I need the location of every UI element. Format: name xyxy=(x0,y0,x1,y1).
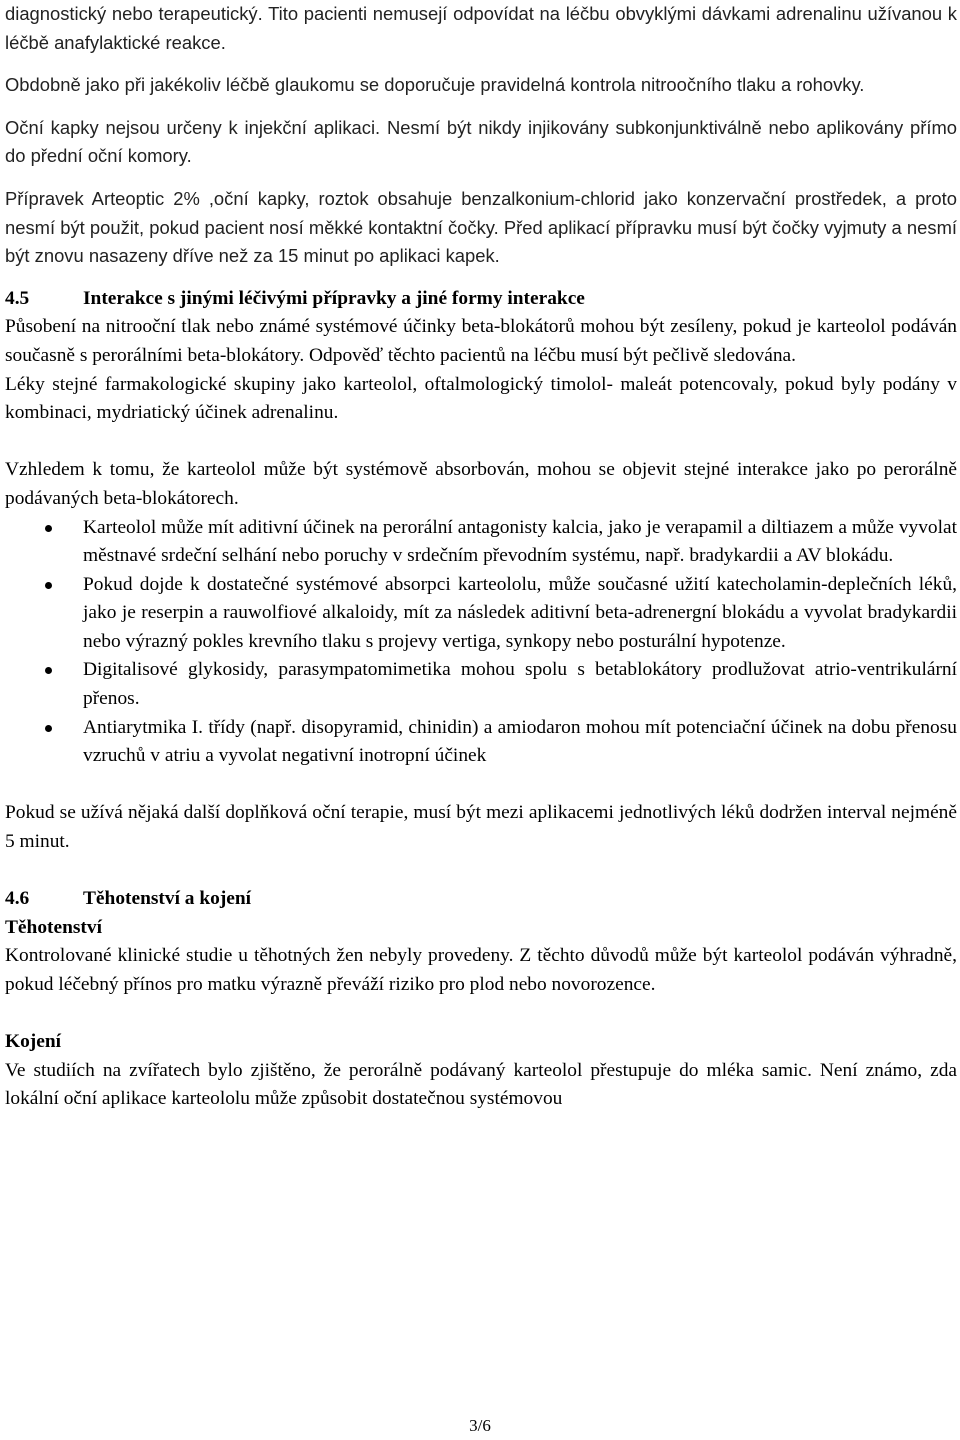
section-heading-4-6 xyxy=(5,885,957,914)
bullet-icon xyxy=(45,582,52,589)
list-item: Pokud dojde k dostatečné systémové absorpci karteololu, může současné užití katecholamin-deplečních léků, jako je reserpin a rauwolfiové alkaloidy, mít za následek aditivní beta-adrenergní blokádu a vyvolat bradykardii nebo výrazný pokles krevního tlaku s projevy vertiga, synkopy nebo posturální hypotenze. xyxy=(5,571,957,657)
interaction-bullet-list xyxy=(5,514,957,771)
list-item: Antiarytmika I. třídy (např. disopyramid, chinidin) a amiodaron mohou mít potenciační účinek na dobu přenosu vzruchů v atriu a vyvolat negativní inotropní účinek xyxy=(5,714,957,771)
paragraph-injection: Oční kapky nejsou určeny k injekční aplikaci. Nesmí být nikdy injikovány subkonjunktiválně nebo aplikovány přímo do přední oční komory. xyxy=(5,116,957,167)
subheading-pregnancy: Těhotenství xyxy=(5,916,102,938)
list-item: Digitalisové glykosidy, parasympatomimetika mohou spolu s betablokátory prodlužovat atrio-ventrikulární přenos. xyxy=(5,656,957,713)
bullet-icon xyxy=(45,667,52,674)
section-title: Těhotenství a kojení xyxy=(83,888,252,910)
paragraph-intro: diagnostický nebo terapeutický. Tito pacienti nemusejí odpovídat na léčbu obvyklými dávkami adrenalinu užívanou k léčbě anafylaktické reakce. xyxy=(5,3,957,53)
section-title: Interakce s jinými léčivými přípravky a jiné formy interakce xyxy=(83,287,585,309)
paragraph-glaucoma: Obdobně jako při jakékoliv léčbě glaukomu se doporučuje pravidelná kontrola nitroočního tlaku a rohovky. xyxy=(5,74,865,96)
section-number: 4.5 xyxy=(5,287,30,309)
paragraph-interactions-2: Léky stejné farmakologické skupiny jako karteolol, oftalmologický timolol- maleát potencovaly, pokud byly podány v kombinaci, mydriatický účinek adrenalinu. xyxy=(5,373,957,424)
section-number: 4.6 xyxy=(5,888,30,910)
paragraph-lactation: Ve studiích na zvířatech bylo zjištěno, že perorálně podávaný karteolol přestupuje do mléka samic. Není známo, zda lokální oční aplikace karteololu může způsobit dostatečnou systémovou xyxy=(5,1059,957,1110)
paragraph-interactions-1: Působení na nitrooční tlak nebo známé systémové účinky beta-blokátorů mohou být zesíleny, pokud je karteolol podáván současně s perorálními beta-blokátory. Odpověď těchto pacientů na léčbu musí být pečlivě sledována. xyxy=(5,316,957,366)
section-heading-4-5 xyxy=(5,285,957,314)
document-page xyxy=(5,0,957,1114)
page-number: 3/6 xyxy=(469,1416,491,1435)
paragraph-interactions-3: Vzhledem k tomu, že karteolol může být systémově absorbován, mohou se objevit stejné interakce jako po perorálně podávaných beta-blokátorech. xyxy=(5,459,957,509)
paragraph-pregnancy: Kontrolované klinické studie u těhotných žen nebyly provedeny. Z těchto důvodů může být karteolol podáván výhradně, pokud léčebný přínos pro matku výrazně převáží riziko pro plod nebo novorozence. xyxy=(5,945,957,995)
bullet-icon xyxy=(45,525,52,532)
subheading-lactation: Kojení xyxy=(5,1031,62,1053)
list-item: Karteolol může mít aditivní účinek na perorální antagonisty kalcia, jako je verapamil a diltiazem a může vyvolat městnavé srdeční selhání nebo poruchy v srdečním převodním systému, např. bradykardii a AV blokádu. xyxy=(5,514,957,571)
bullet-icon xyxy=(45,725,52,732)
paragraph-contact-lenses: Přípravek Arteoptic 2% ,oční kapky, roztok obsahuje benzalkonium-chlorid jako konzervační prostředek, a proto nesmí být použit, pokud pacient nosí měkké kontaktní čočky. Před aplikací přípravku musí být čočky vyjmuty a nesmí být znovu nasazeny dříve než za 15 minut po aplikaci kapek. xyxy=(5,187,957,267)
paragraph-interactions-4: Pokud se užívá nějaká další doplňková oční terapie, musí být mezi aplikacemi jednotlivých léků dodržen interval nejméně 5 minut. xyxy=(5,802,957,853)
